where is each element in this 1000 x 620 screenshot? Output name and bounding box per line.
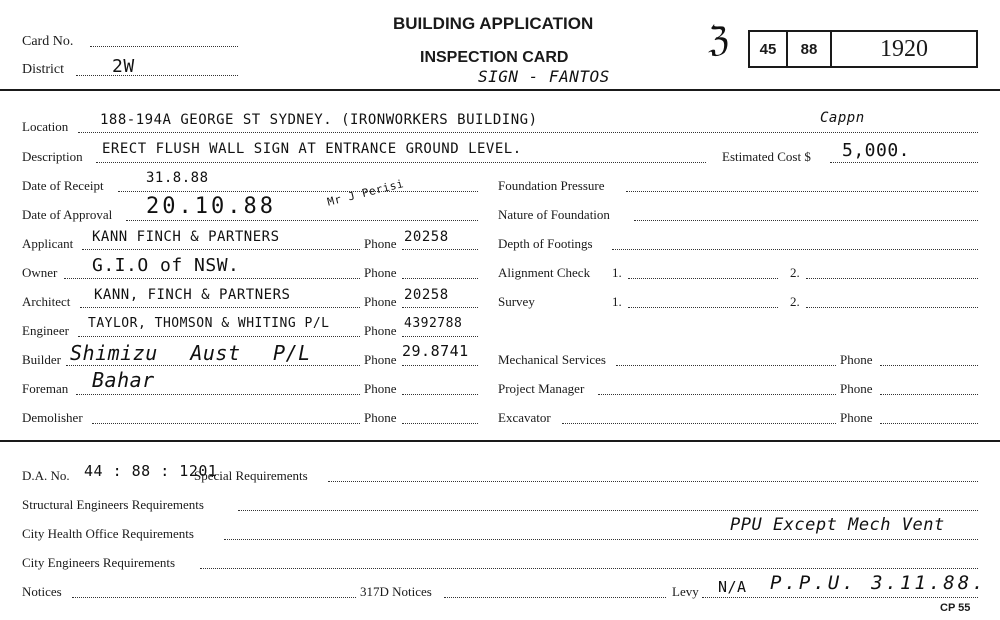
alignment-check-label: Alignment Check: [498, 265, 591, 280]
location-label: Location: [22, 119, 69, 134]
architect-phone-label: Phone: [364, 294, 397, 309]
owner-value: G.I.O of NSW.: [92, 255, 240, 276]
architect-value: KANN, FINCH & PARTNERS: [94, 287, 291, 303]
architect-label: Architect: [22, 294, 71, 309]
excavator-line: [562, 423, 836, 424]
description-line: [96, 162, 706, 163]
project-manager-line: [598, 394, 836, 395]
architect-phone-value: 20258: [404, 287, 449, 303]
engineer-phone-label: Phone: [364, 323, 397, 338]
estimated-cost-label: Estimated Cost $: [722, 149, 811, 164]
engineer-phone-value: 4392788: [404, 316, 463, 331]
form-code: CP 55: [940, 602, 971, 614]
foreman-value: Bahar: [92, 368, 155, 392]
owner-label: Owner: [22, 265, 58, 280]
levy-line: [702, 597, 978, 598]
engineer-line: [78, 336, 360, 337]
district-label: District: [22, 62, 64, 77]
excavator-label: Excavator: [498, 410, 551, 425]
bracket-mark-icon: ℨ: [708, 20, 730, 60]
date-approval-value: 20.10.88: [146, 194, 276, 219]
engineer-phone-line: [402, 336, 478, 337]
foundation-pressure-label: Foundation Pressure: [498, 178, 605, 193]
da-no-label: D.A. No.: [22, 468, 70, 483]
nature-foundation-label: Nature of Foundation: [498, 207, 610, 222]
city-engineers-line: [200, 568, 978, 569]
alignment-check-2-label: 2.: [790, 265, 800, 280]
code-box-2: 88: [786, 30, 832, 68]
demolisher-line: [92, 423, 360, 424]
card-number-box: 1920: [830, 30, 978, 68]
engineer-value: TAYLOR, THOMSON & WHITING P/L: [88, 316, 330, 331]
city-health-value: PPU Except Mech Vent: [730, 515, 945, 535]
applicant-phone-value: 20258: [404, 229, 449, 245]
levy-value: N/A: [718, 578, 747, 596]
demolisher-label: Demolisher: [22, 410, 83, 425]
applicant-line: [82, 249, 360, 250]
date-approval-line: [126, 220, 478, 221]
estimated-cost-line: [830, 162, 978, 163]
depth-footings-label: Depth of Footings: [498, 236, 593, 251]
nature-foundation-line: [634, 220, 978, 221]
builder-line: [66, 365, 360, 366]
district-value: 2W: [112, 56, 135, 77]
architect-phone-line: [402, 307, 478, 308]
ppu-approval-value: P.P.U. 3.11.88.: [770, 572, 987, 594]
demolisher-phone-line: [402, 423, 478, 424]
structural-engineers-line: [238, 510, 978, 511]
card-title-line1: BUILDING APPLICATION: [393, 14, 594, 33]
foreman-line: [76, 394, 360, 395]
levy-label: Levy: [672, 584, 699, 599]
special-requirements-label: Special Requirements: [194, 468, 308, 483]
builder-value: Shimizu Aust P/L: [70, 341, 311, 365]
project-manager-phone-line: [880, 394, 978, 395]
survey-2-line: [806, 307, 978, 308]
applicant-phone-label: Phone: [364, 236, 397, 251]
excavator-phone-label: Phone: [840, 410, 873, 425]
excavator-phone-line: [880, 423, 978, 424]
project-manager-label: Project Manager: [498, 381, 585, 396]
structural-engineers-label: Structural Engineers Requirements: [22, 497, 204, 512]
survey-label: Survey: [498, 294, 535, 309]
mechanical-phone-line: [880, 365, 978, 366]
engineer-label: Engineer: [22, 323, 69, 338]
location-line: [78, 132, 978, 133]
builder-phone-value: 29.8741: [402, 342, 469, 360]
foreman-phone-line: [402, 394, 478, 395]
date-approval-label: Date of Approval: [22, 207, 113, 222]
card-title-line2: INSPECTION CARD: [420, 49, 569, 66]
city-health-label: City Health Office Requirements: [22, 526, 194, 541]
applicant-phone-line: [402, 249, 478, 250]
city-health-line: [224, 539, 978, 540]
district-line: [76, 75, 238, 76]
bottom-divider: [0, 440, 1000, 442]
date-receipt-value: 31.8.88: [146, 170, 209, 186]
applicant-label: Applicant: [22, 236, 74, 251]
code-box-1: 45: [748, 30, 788, 68]
foreman-phone-label: Phone: [364, 381, 397, 396]
project-manager-phone-label: Phone: [840, 381, 873, 396]
notices-317d-label: 317D Notices: [360, 584, 432, 599]
notices-line: [72, 597, 356, 598]
survey-1-label: 1.: [612, 294, 622, 309]
location-note: Cappn: [820, 110, 865, 126]
builder-label: Builder: [22, 352, 61, 367]
foundation-pressure-line: [626, 191, 978, 192]
owner-line: [64, 278, 360, 279]
mechanical-services-label: Mechanical Services: [498, 352, 606, 367]
applicant-value: KANN FINCH & PARTNERS: [92, 229, 280, 245]
survey-1-line: [628, 307, 778, 308]
date-receipt-label: Date of Receipt: [22, 178, 104, 193]
card-subtitle-handwritten: SIGN - FANTOS: [478, 67, 610, 86]
foreman-label: Foreman: [22, 381, 69, 396]
description-label: Description: [22, 149, 83, 164]
alignment-check-2-line: [806, 278, 978, 279]
mechanical-services-line: [616, 365, 836, 366]
alignment-check-1-line: [628, 278, 778, 279]
mechanical-phone-label: Phone: [840, 352, 873, 367]
architect-line: [80, 307, 360, 308]
date-receipt-line: [118, 191, 478, 192]
da-no-value: 44 : 88 : 1201: [84, 462, 218, 480]
notices-label: Notices: [22, 584, 62, 599]
demolisher-phone-label: Phone: [364, 410, 397, 425]
owner-phone-label: Phone: [364, 265, 397, 280]
notices-317d-line: [444, 597, 666, 598]
location-value: 188-194A GEORGE ST SYDNEY. (IRONWORKERS BUILDING): [100, 112, 538, 128]
special-requirements-line: [328, 481, 978, 482]
builder-phone-line: [402, 365, 478, 366]
card-no-line: [90, 46, 238, 47]
survey-2-label: 2.: [790, 294, 800, 309]
applicant-contact-note: Mr J Perisi: [326, 177, 406, 209]
city-engineers-label: City Engineers Requirements: [22, 555, 176, 570]
owner-phone-line: [402, 278, 478, 279]
alignment-check-1-label: 1.: [612, 265, 622, 280]
builder-phone-label: Phone: [364, 352, 397, 367]
card-no-label: Card No.: [22, 34, 74, 49]
description-value: ERECT FLUSH WALL SIGN AT ENTRANCE GROUND LEVEL.: [102, 141, 522, 157]
top-divider: [0, 89, 1000, 91]
estimated-cost-value: 5,000.: [842, 140, 911, 161]
depth-footings-line: [612, 249, 978, 250]
